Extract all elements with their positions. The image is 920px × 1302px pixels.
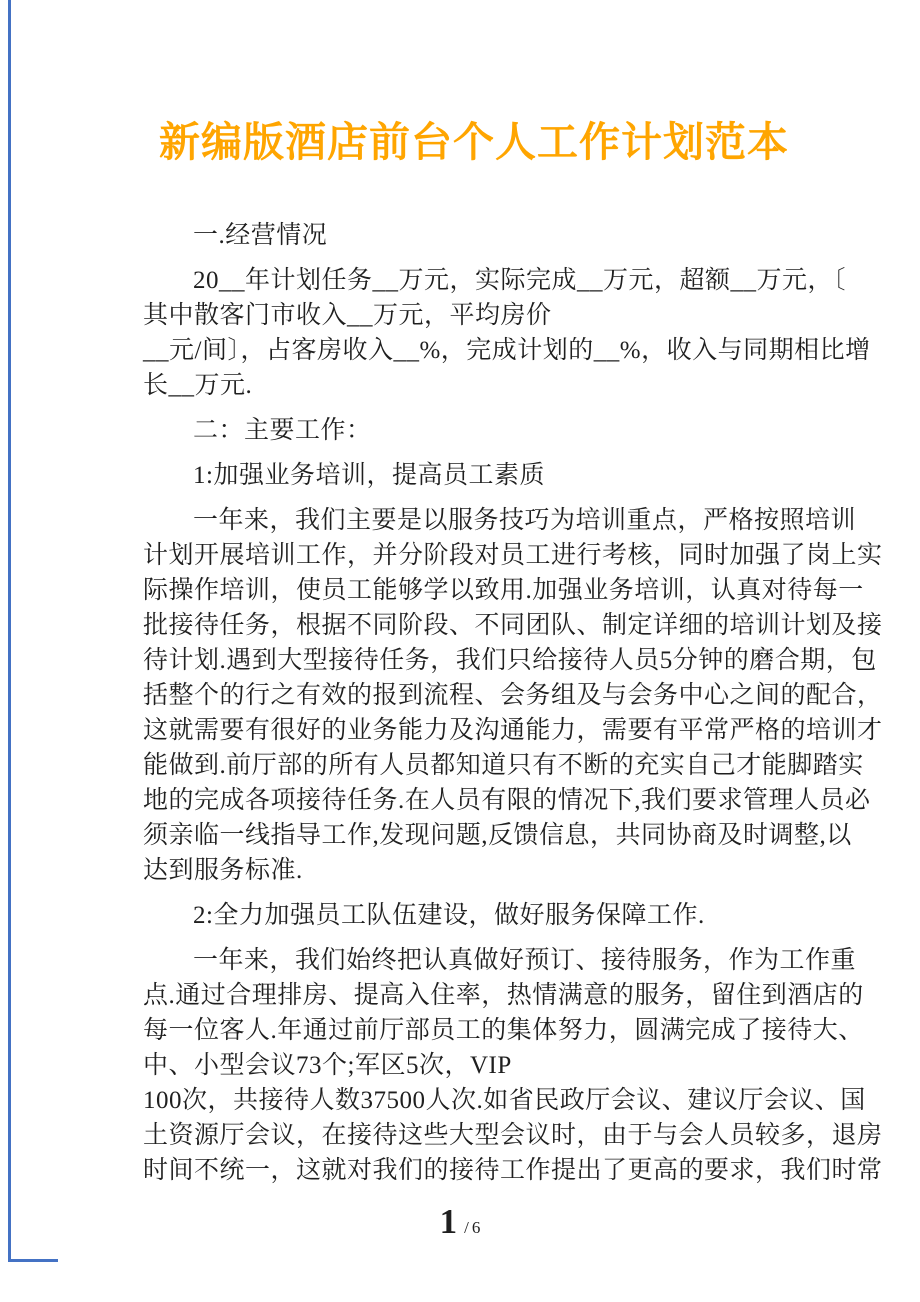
page-number-separator: /	[464, 1218, 469, 1237]
paragraph-training: 一年来，我们主要是以服务技巧为培训重点，严格按照培训 计划开展培训工作，并分阶段对员工进行考核，同时加强了岗上实 际操作培训，使员工能够学以致用.加强业务培训，认真对待每一 批接待任务，根据不同阶段、不同团队、制定详细的培训计划及接 待计划.遇到大型接待任务，我们只给接待人员5分钟的磨合期，包 括整个的行之有效的报到流程、会务组及与会务中心之间的配合， 这就需要有很好的业务能力及沟通能力，需要有平常严格的培训才 能做到.前厅部的所有人员都知道只有不断的充实自己才能脚踏实 地的完成各项接待任务.在人员有限的情况下,我们要求管理人员必 须亲临一线指导工作,发现问题,反馈信息，共同协商及时调整,以 达到服务标准.	[143, 507, 883, 884]
section-heading-2: 二：主要工作：	[193, 417, 372, 444]
section-heading-1: 一.经营情况	[193, 222, 328, 249]
bottom-left-border-line	[8, 1259, 58, 1262]
paragraph-operating-figures: 20__年计划任务__万元，实际完成__万元，超额__万元，〔 其中散客门市收入__万元，平均房价 __元/间〕，占客房收入__%，完成计划的__%，收入与同期相比增 长__万元.	[143, 267, 871, 399]
document-title: 新编版酒店前台个人工作计划范本	[159, 119, 789, 165]
page-number: 1	[439, 1202, 458, 1241]
page-total: 6	[471, 1218, 481, 1237]
subheading-training: 1:加强业务培训，提高员工素质	[193, 462, 545, 489]
subheading-team-building: 2:全力加强员工队伍建设，做好服务保障工作.	[193, 902, 705, 929]
page-footer	[0, 1202, 920, 1242]
document-body	[143, 218, 883, 1188]
paragraph-reception: 一年来，我们始终把认真做好预订、接待服务，作为工作重 点.通过合理排房、提高入住率，热情满意的服务，留住到酒店的 每一位客人.年通过前厅部员工的集体努力，圆满完成了接待大、 中、小型会议73个;军区5次，VIP 100次，共接待人数37500人次.如省民政厅会议、建议厅会议、国 土资源厅会议，在接待这些大型会议时，由于与会人员较多，退房 时间不统一，这就对我们的接待工作提出了更高的要求，我们时常	[143, 947, 883, 1184]
left-border-line	[8, 0, 11, 1262]
